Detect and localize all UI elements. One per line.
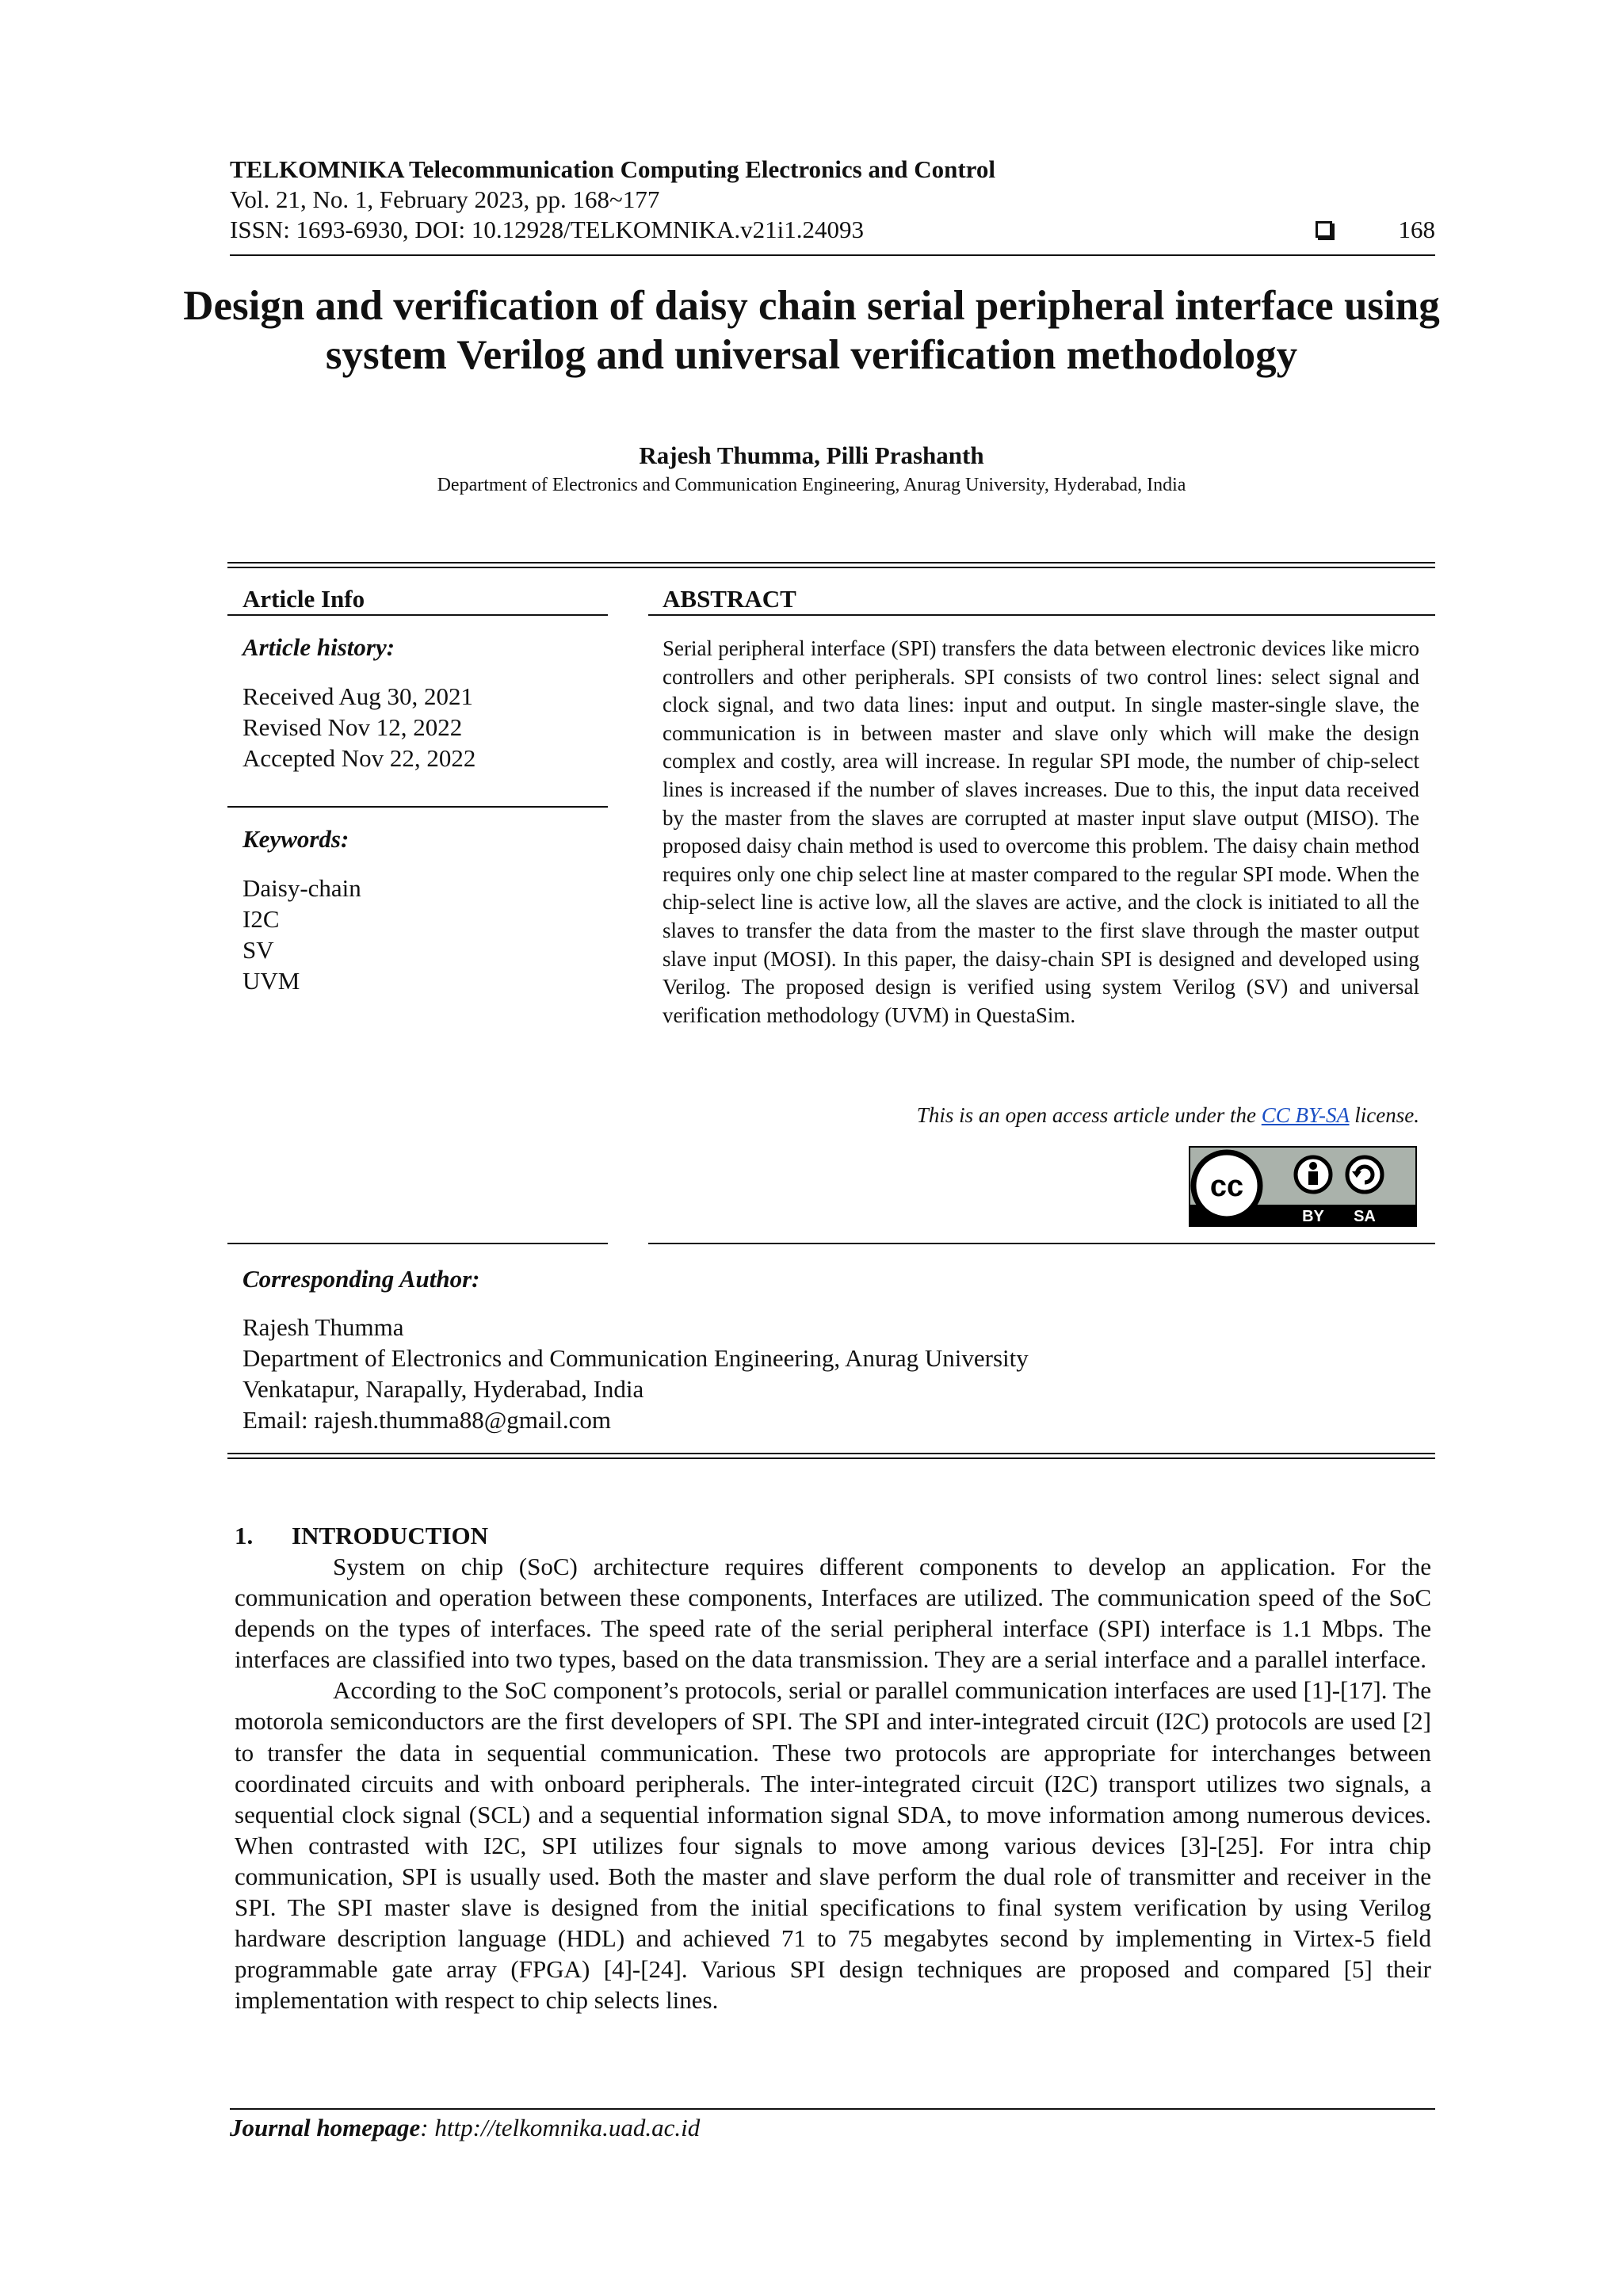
- history-revised: Revised Nov 12, 2022: [242, 713, 463, 741]
- info-right-bottom-rule: [648, 1243, 1435, 1244]
- article-info-heading: Article Info: [242, 585, 365, 613]
- abstract-heading: ABSTRACT: [663, 585, 796, 613]
- paper-title: Design and verification of daisy chain serial peripheral interface using system Verilog and universal verification methodology: [183, 283, 1440, 378]
- article-history-heading: Article history:: [242, 633, 395, 661]
- keywords-list: [242, 873, 361, 996]
- keywords-heading: Keywords:: [242, 825, 349, 853]
- homepage-url[interactable]: : http://telkomnika.uad.ac.id: [420, 2114, 701, 2141]
- corresponding-name: Rajesh Thumma: [242, 1313, 404, 1341]
- keywords-divider: [227, 806, 608, 808]
- author-list: Rajesh Thumma, Pilli Prashanth: [639, 441, 984, 469]
- journal-name: TELKOMNIKA Telecommunication Computing Electronics and Control: [230, 155, 995, 183]
- by-mark: BY: [1302, 1208, 1324, 1225]
- square-bullet-icon: [1316, 221, 1332, 238]
- journal-volume: Vol. 21, No. 1, February 2023, pp. 168~177: [230, 185, 660, 213]
- license-suffix: license.: [1349, 1103, 1419, 1127]
- info-box-top-rule: [227, 562, 1435, 563]
- abstract-text: Serial peripheral interface (SPI) transfers the data between electronic devices like micro controllers and other peripherals. SPI consists of two control lines: select signal and clock signal, and two data lines: input and output. In single master-single slave, the communication is in between master and slave only which will make the design complex and costly, area will increase. In regular SPI mode, the number of chip-select lines is increased if the number of slaves increases. Due to this, the input data received by the master from the slaves are corrupted at master input slave output (MISO). The proposed daisy chain method is used to overcome this problem. The daisy chain method requires only one chip select line at master compared to the regular SPI mode. When the chip-select line is active low, all the slaves are active, and the clock is initiated to all the slaves to transfer the data from the master to the first slave through the master output slave input (MOSI). In this paper, the daisy-chain SPI is designed and developed using Verilog. The proposed design is verified using system Verilog (SV) and universal verification methodology (UVM) in QuestaSim.: [663, 636, 1419, 1027]
- introduction-body: [235, 1551, 1431, 2015]
- section-title: INTRODUCTION: [292, 1522, 489, 1549]
- keyword-item: I2C: [242, 905, 280, 933]
- journal-issn-doi: ISSN: 1693-6930, DOI: 10.12928/TELKOMNIKA.v21i1.24093: [230, 216, 864, 243]
- article-info-divider: [227, 614, 608, 616]
- author-affiliation: Department of Electronics and Communication Engineering, Anurag University, Hyderabad, India: [437, 475, 1186, 495]
- section-number: 1.: [235, 1522, 254, 1549]
- history-received: Received Aug 30, 2021: [242, 682, 474, 710]
- info-box-bottom-rule-inner: [227, 1457, 1435, 1459]
- body-paragraph: According to the SoC component’s protocols, serial or parallel communication interfaces are used [1]-[17]. The motorola semiconductors are the first developers of SPI. The SPI and inter-integrated circuit (I2C) protocols are used [2] to transfer the data in sequential communication. These two protocols are appropriate for interchanges between coordinated circuits and with onboard peripherals. The inter-integrated circuit (I2C) transport utilizes two signals, a sequential clock signal (SCL) and a sequential information signal SDA, to move information among numerous devices. When contrasted with I2C, SPI utilizes four signals to move among various devices [3]-[25]. For intra chip communication, SPI is usually used. Both the master and slave perform the dual role of transmitter and receiver in the SPI. The SPI master slave is designed from the initial specifications to final system verification by using Verilog hardware description language (HDL) and achieved 71 to 75 megabytes second by implementing in Virtex-5 field programmable gate array (FPGA) [4]-[24]. Various SPI design techniques are proposed and compared [5] their implementation with respect to chip selects lines.: [235, 1676, 1431, 2015]
- section-heading-introduction: [235, 1522, 488, 1550]
- cc-mark: cc: [1209, 1170, 1244, 1203]
- license-prefix: This is an open access article under the: [916, 1103, 1262, 1127]
- homepage-label: Journal homepage: [230, 2114, 421, 2141]
- open-access-note: [663, 1103, 1419, 1128]
- keyword-item: SV: [242, 936, 274, 964]
- corresponding-email: Email: rajesh.thumma88@gmail.com: [242, 1406, 612, 1434]
- journal-homepage: [230, 2114, 700, 2142]
- corresponding-department: Department of Electronics and Communication Engineering, Anurag University: [242, 1344, 1029, 1372]
- keyword-item: UVM: [242, 967, 300, 995]
- article-history-list: [242, 681, 475, 774]
- info-left-bottom-rule: [227, 1243, 608, 1244]
- keyword-item: Daisy-chain: [242, 874, 361, 902]
- info-box-bottom-rule: [227, 1453, 1435, 1454]
- abstract-divider: [648, 614, 1435, 616]
- header-divider: [230, 254, 1435, 256]
- info-box-top-rule-inner: [227, 567, 1435, 568]
- corresponding-author-heading: Corresponding Author:: [242, 1265, 480, 1293]
- corresponding-author-details: [242, 1312, 1029, 1435]
- sa-mark: SA: [1354, 1208, 1376, 1225]
- footer-divider: [230, 2108, 1435, 2110]
- page-number: 168: [1398, 216, 1435, 243]
- body-paragraph: System on chip (SoC) architecture requires different components to develop an application. For the communication and operation between these components, Interfaces are utilized. The communication speed of the SoC depends on the types of interfaces. The speed rate of the serial peripheral interface (SPI) interface is 1.1 Mbps. The interfaces are classified into two types, based on the data transmission. They are a serial interface and a parallel interface.: [235, 1553, 1431, 1674]
- history-accepted: Accepted Nov 22, 2022: [242, 744, 476, 772]
- corresponding-address: Venkatapur, Narapally, Hyderabad, India: [242, 1375, 644, 1403]
- cc-by-sa-badge-icon: [1189, 1146, 1417, 1227]
- cc-by-sa-link[interactable]: CC BY-SA: [1261, 1103, 1350, 1127]
